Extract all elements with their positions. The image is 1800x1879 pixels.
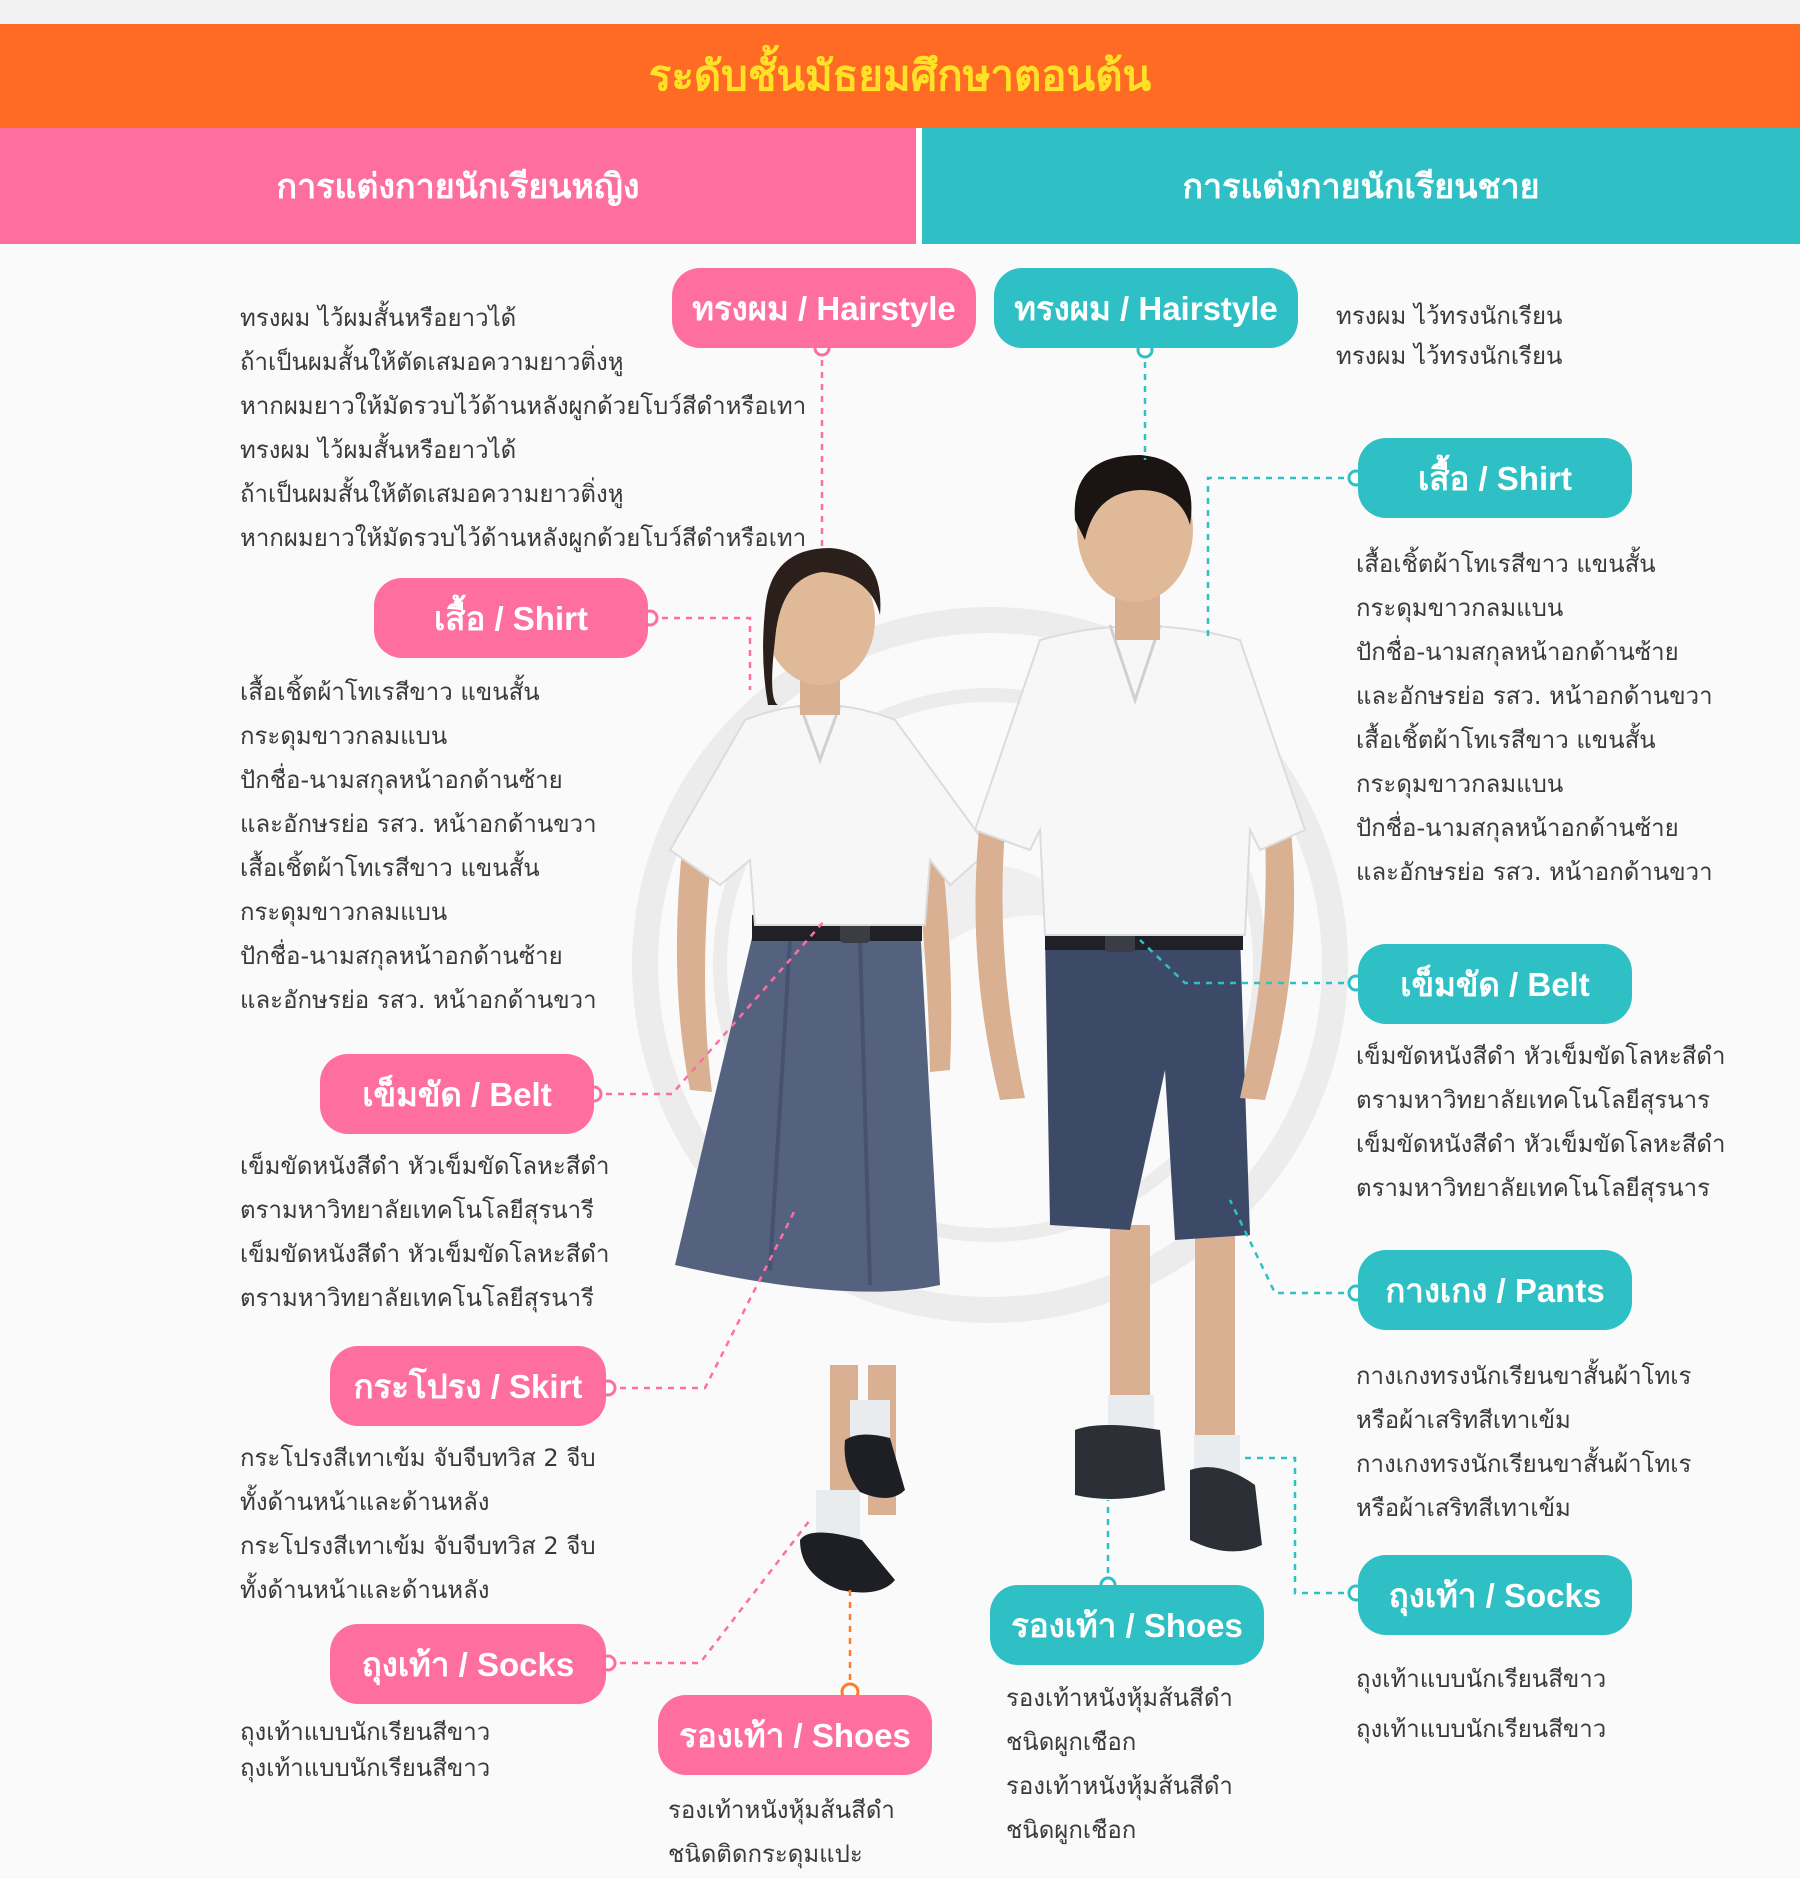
- desc-line: ทรงผม ไว้ผมสั้นหรือยาวได้: [240, 436, 517, 464]
- boys-belt-desc: [1356, 1034, 1725, 1210]
- boys-hairstyle-pill: ทรงผม / Hairstyle: [994, 268, 1298, 348]
- girls-socks-pill: ถุงเท้า / Socks: [330, 1624, 606, 1704]
- desc-line: ทรงผม ไว้ทรงนักเรียน: [1336, 302, 1563, 330]
- girls-shoes-desc: [668, 1788, 895, 1876]
- desc-line: เข็มขัดหนังสีดำ หัวเข็มขัดโลหะสีดำ: [1356, 1042, 1726, 1070]
- boys-socks-desc: [1356, 1654, 1606, 1754]
- desc-line: รองเท้าหนังหุ้มส้นสีดำ: [1006, 1772, 1233, 1800]
- desc-line: หรือผ้าเสริทสีเทาเข้ม: [1356, 1406, 1571, 1434]
- desc-line: ปักชื่อ-นามสกุลหน้าอกด้านซ้าย: [240, 766, 563, 794]
- desc-line: กระดุมขาวกลมแบน: [1356, 594, 1564, 622]
- girls-hairstyle-pill: ทรงผม / Hairstyle: [672, 268, 976, 348]
- boys-pants-desc: [1356, 1354, 1691, 1530]
- desc-line: ถ้าเป็นผมสั้นให้ตัดเสมอความยาวติ่งหู: [240, 348, 624, 376]
- desc-line: ทั้งด้านหน้าและด้านหลัง: [240, 1576, 490, 1604]
- desc-line: กระโปรงสีเทาเข้ม จับจีบทวิส 2 จีบ: [240, 1444, 596, 1472]
- boys-shirt-pill: เสื้อ / Shirt: [1358, 438, 1632, 518]
- desc-line: ชนิดติดกระดุมแปะ: [668, 1840, 863, 1868]
- boys-shirt-desc: [1356, 542, 1713, 894]
- boys-socks-pill: ถุงเท้า / Socks: [1358, 1555, 1632, 1635]
- desc-line: และอักษรย่อ รสว. หน้าอกด้านขวา: [1356, 682, 1713, 710]
- desc-line: และอักษรย่อ รสว. หน้าอกด้านขวา: [240, 810, 597, 838]
- desc-line: หากผมยาวให้มัดรวบไว้ด้านหลังผูกด้วยโบว์สีดำหรือเทา: [240, 392, 807, 420]
- girls-belt-pill: เข็มขัด / Belt: [320, 1054, 594, 1134]
- desc-line: หรือผ้าเสริทสีเทาเข้ม: [1356, 1494, 1571, 1522]
- desc-line: เสื้อเชิ้ตผ้าโทเรสีขาว แขนสั้น: [1356, 726, 1656, 754]
- desc-line: ปักชื่อ-นามสกุลหน้าอกด้านซ้าย: [1356, 638, 1679, 666]
- desc-line: รองเท้าหนังหุ้มส้นสีดำ: [668, 1796, 895, 1824]
- girls-shoes-pill: รองเท้า / Shoes: [658, 1695, 932, 1775]
- desc-line: กระโปรงสีเทาเข้ม จับจีบทวิส 2 จีบ: [240, 1532, 596, 1560]
- desc-line: ถ้าเป็นผมสั้นให้ตัดเสมอความยาวติ่งหู: [240, 480, 624, 508]
- desc-line: กระดุมขาวกลมแบน: [240, 898, 448, 926]
- desc-line: กระดุมขาวกลมแบน: [240, 722, 448, 750]
- desc-line: ทรงผม ไว้ทรงนักเรียน: [1336, 342, 1563, 370]
- desc-line: เข็มขัดหนังสีดำ หัวเข็มขัดโลหะสีดำ: [1356, 1130, 1726, 1158]
- desc-line: ถุงเท้าแบบนักเรียนสีขาว: [240, 1754, 491, 1782]
- desc-line: ปักชื่อ-นามสกุลหน้าอกด้านซ้าย: [1356, 814, 1679, 842]
- desc-line: และอักษรย่อ รสว. หน้าอกด้านขวา: [1356, 858, 1713, 886]
- desc-line: กางเกงทรงนักเรียนขาสั้นผ้าโทเร: [1356, 1362, 1692, 1390]
- girls-hairstyle-desc: [240, 296, 806, 560]
- desc-line: ปักชื่อ-นามสกุลหน้าอกด้านซ้าย: [240, 942, 563, 970]
- girls-header: การแต่งกายนักเรียนหญิง: [0, 128, 916, 244]
- desc-line: ตรามหาวิทยาลัยเทคโนโลยีสุรนาร: [1356, 1086, 1711, 1114]
- desc-line: ตรามหาวิทยาลัยเทคโนโลยีสุรนาร: [1356, 1174, 1711, 1202]
- desc-line: หากผมยาวให้มัดรวบไว้ด้านหลังผูกด้วยโบว์สีดำหรือเทา: [240, 524, 807, 552]
- desc-line: เข็มขัดหนังสีดำ หัวเข็มขัดโลหะสีดำ: [240, 1240, 610, 1268]
- page-title: ระดับชั้นมัธยมศึกษาตอนต้น: [0, 24, 1800, 128]
- desc-line: เสื้อเชิ้ตผ้าโทเรสีขาว แขนสั้น: [240, 854, 540, 882]
- girls-skirt-pill: กระโปรง / Skirt: [330, 1346, 606, 1426]
- boys-hairstyle-desc: [1336, 296, 1562, 376]
- desc-line: และอักษรย่อ รสว. หน้าอกด้านขวา: [240, 986, 597, 1014]
- boys-pants-pill: กางเกง / Pants: [1358, 1250, 1632, 1330]
- desc-line: เสื้อเชิ้ตผ้าโทเรสีขาว แขนสั้น: [240, 678, 540, 706]
- boys-belt-pill: เข็มขัด / Belt: [1358, 944, 1632, 1024]
- girls-shirt-desc: [240, 670, 597, 1022]
- girls-shirt-pill: เสื้อ / Shirt: [374, 578, 648, 658]
- boys-shoes-desc: [1006, 1676, 1233, 1852]
- desc-line: ถุงเท้าแบบนักเรียนสีขาว: [1356, 1665, 1607, 1693]
- girls-socks-desc: [240, 1714, 490, 1786]
- desc-line: เข็มขัดหนังสีดำ หัวเข็มขัดโลหะสีดำ: [240, 1152, 610, 1180]
- desc-line: ถุงเท้าแบบนักเรียนสีขาว: [240, 1718, 491, 1746]
- desc-line: ทรงผม ไว้ผมสั้นหรือยาวได้: [240, 304, 517, 332]
- desc-line: ทั้งด้านหน้าและด้านหลัง: [240, 1488, 490, 1516]
- desc-line: ตรามหาวิทยาลัยเทคโนโลยีสุรนารี: [240, 1284, 595, 1312]
- girls-belt-desc: [240, 1144, 609, 1320]
- desc-line: รองเท้าหนังหุ้มส้นสีดำ: [1006, 1684, 1233, 1712]
- boys-shoes-pill: รองเท้า / Shoes: [990, 1585, 1264, 1665]
- boys-header: การแต่งกายนักเรียนชาย: [922, 128, 1800, 244]
- desc-line: กระดุมขาวกลมแบน: [1356, 770, 1564, 798]
- girls-skirt-desc: [240, 1436, 596, 1612]
- desc-line: กางเกงทรงนักเรียนขาสั้นผ้าโทเร: [1356, 1450, 1692, 1478]
- desc-line: เสื้อเชิ้ตผ้าโทเรสีขาว แขนสั้น: [1356, 550, 1656, 578]
- desc-line: ตรามหาวิทยาลัยเทคโนโลยีสุรนารี: [240, 1196, 595, 1224]
- desc-line: ชนิดผูกเชือก: [1006, 1728, 1137, 1756]
- desc-line: ถุงเท้าแบบนักเรียนสีขาว: [1356, 1715, 1607, 1743]
- desc-line: ชนิดผูกเชือก: [1006, 1816, 1137, 1844]
